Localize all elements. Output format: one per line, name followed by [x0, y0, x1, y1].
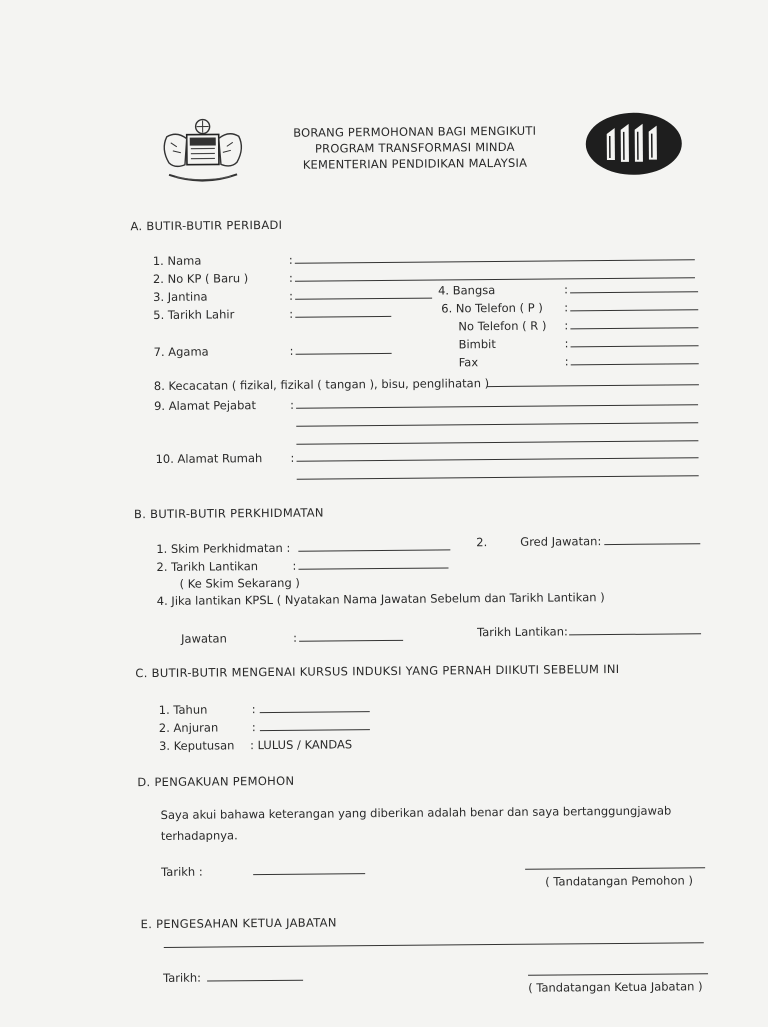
pengesahan-comment-line[interactable] — [164, 942, 704, 948]
label-bangsa: 4. Bangsa — [438, 283, 496, 298]
colon: : — [290, 397, 294, 412]
colon: : — [290, 450, 295, 465]
label-jawatan: Jawatan — [181, 631, 227, 646]
label-tahun: 1. Tahun — [158, 702, 208, 717]
colon: : — [293, 630, 298, 645]
label-bimbit: Bimbit — [458, 337, 496, 352]
alamat-pejabat-line-1[interactable] — [296, 404, 698, 409]
label-kecacatan: 8. Kecacatan ( fizikal, fizikal ( tangan ), bisu, penglihatan ) — [153, 376, 490, 394]
label-keputusan: 3. Keputusan — [158, 738, 235, 753]
declaration-line-2: terhadapnya. — [160, 828, 238, 843]
jawatan-field[interactable] — [299, 640, 403, 642]
colon: : — [251, 702, 256, 717]
label-gred-number: 2. — [476, 535, 488, 550]
alamat-pejabat-line-2[interactable] — [296, 422, 698, 427]
colon: : — [289, 343, 294, 358]
alamat-pejabat-line-3[interactable] — [296, 440, 698, 445]
label-no-telefon-p: 6. No Telefon ( P ) — [441, 300, 543, 316]
jantina-field[interactable] — [295, 298, 432, 300]
section-a-title: A. BUTIR-BUTIR PERIBADI — [130, 217, 283, 234]
label-no-telefon-r: No Telefon ( R ) — [458, 318, 547, 334]
colon: : — [564, 354, 569, 369]
alamat-rumah-line-2[interactable] — [297, 475, 699, 480]
section-e-title: E. PENGESAHAN KETUA JABATAN — [140, 915, 337, 932]
label-kpsl: 4. Jika lantikan KPSL ( Nyatakan Nama Jawatan Sebelum dan Tarikh Lantikan ) — [156, 590, 605, 608]
signature-ketua-caption: ( Tandatangan Ketua Jabatan ) — [528, 979, 703, 995]
label-tarikh-ketua: Tarikh: — [162, 970, 202, 985]
section-b-title: B. BUTIR-BUTIR PERKHIDMATAN — [133, 505, 324, 522]
bimbit-field[interactable] — [571, 345, 699, 347]
agama-field[interactable] — [296, 353, 392, 355]
title-line-3: KEMENTERIAN PENDIDIKAN MALAYSIA — [302, 155, 528, 172]
colon: : — [564, 300, 569, 315]
ministry-oval-logo — [585, 111, 684, 176]
nama-field[interactable] — [295, 259, 695, 263]
signature-pemohon-caption: ( Tandatangan Pemohon ) — [545, 873, 693, 889]
colon: : — [292, 558, 297, 573]
label-skim-perkhidmatan: 1. Skim Perkhidmatan : — [156, 540, 291, 556]
title-line-2: PROGRAM TRANSFORMASI MINDA — [314, 139, 515, 156]
tarikh-lantikan-kpsl-field[interactable] — [569, 633, 701, 635]
title-line-1: BORANG PERMOHONAN BAGI MENGIKUTI — [293, 123, 537, 140]
gred-jawatan-field[interactable] — [604, 543, 700, 545]
colon: : — [288, 252, 293, 267]
colon: : — [288, 270, 293, 285]
label-agama: 7. Agama — [153, 344, 209, 360]
signature-ketua-line[interactable] — [528, 973, 708, 976]
label-ke-skim-sekarang: ( Ke Skim Sekarang ) — [179, 575, 300, 591]
label-tarikh-lantikan-kpsl: Tarikh Lantikan: — [476, 624, 568, 640]
no-telefon-p-field[interactable] — [570, 309, 698, 311]
skim-perkhidmatan-field[interactable] — [298, 549, 450, 551]
no-kp-field[interactable] — [295, 277, 695, 281]
label-jantina: 3. Jantina — [153, 289, 208, 305]
label-alamat-pejabat: 9. Alamat Pejabat — [154, 398, 256, 414]
tarikh-lahir-field[interactable] — [295, 316, 391, 318]
colon: : — [564, 318, 569, 333]
label-fax: Fax — [458, 355, 479, 370]
no-telefon-r-field[interactable] — [570, 327, 698, 329]
fax-field[interactable] — [571, 363, 699, 365]
keputusan-options[interactable]: : LULUS / KANDAS — [249, 737, 353, 753]
colon: : — [289, 306, 294, 321]
label-gred-jawatan: Gred Jawatan: — [520, 534, 602, 549]
label-anjuran: 2. Anjuran — [158, 720, 219, 735]
tarikh-lantikan-field[interactable] — [298, 567, 448, 569]
malaysia-coat-of-arms-logo — [157, 116, 250, 189]
label-alamat-rumah: 10. Alamat Rumah — [155, 451, 263, 466]
anjuran-field[interactable] — [260, 729, 370, 731]
label-nama: 1. Nama — [152, 253, 202, 269]
form-title — [280, 123, 550, 173]
colon: : — [289, 288, 294, 303]
section-c-title: C. BUTIR-BUTIR MENGENAI KURSUS INDUKSI YANG PERNAH DIIKUTI SEBELUM INI — [135, 661, 620, 681]
colon: : — [564, 336, 569, 351]
label-tarikh-pemohon: Tarikh : — [161, 864, 203, 879]
tahun-field[interactable] — [260, 711, 370, 713]
declaration-line-1: Saya akui bahawa keterangan yang diberikan adalah benar dan saya bertanggungjawab — [160, 803, 672, 822]
label-tarikh-lantikan: 2. Tarikh Lantikan — [156, 559, 259, 574]
label-tarikh-lahir: 5. Tarikh Lahir — [153, 307, 235, 323]
label-no-kp: 2. No KP ( Baru ) — [152, 271, 249, 287]
bangsa-field[interactable] — [570, 291, 698, 293]
colon: : — [564, 282, 569, 297]
colon: : — [251, 720, 256, 735]
kecacatan-field[interactable] — [487, 384, 699, 387]
alamat-rumah-line-1[interactable] — [297, 457, 699, 462]
tarikh-ketua-field[interactable] — [207, 980, 303, 982]
tarikh-pemohon-field[interactable] — [253, 873, 365, 875]
signature-pemohon-line[interactable] — [525, 867, 705, 870]
section-d-title: D. PENGAKUAN PEMOHON — [137, 773, 295, 790]
